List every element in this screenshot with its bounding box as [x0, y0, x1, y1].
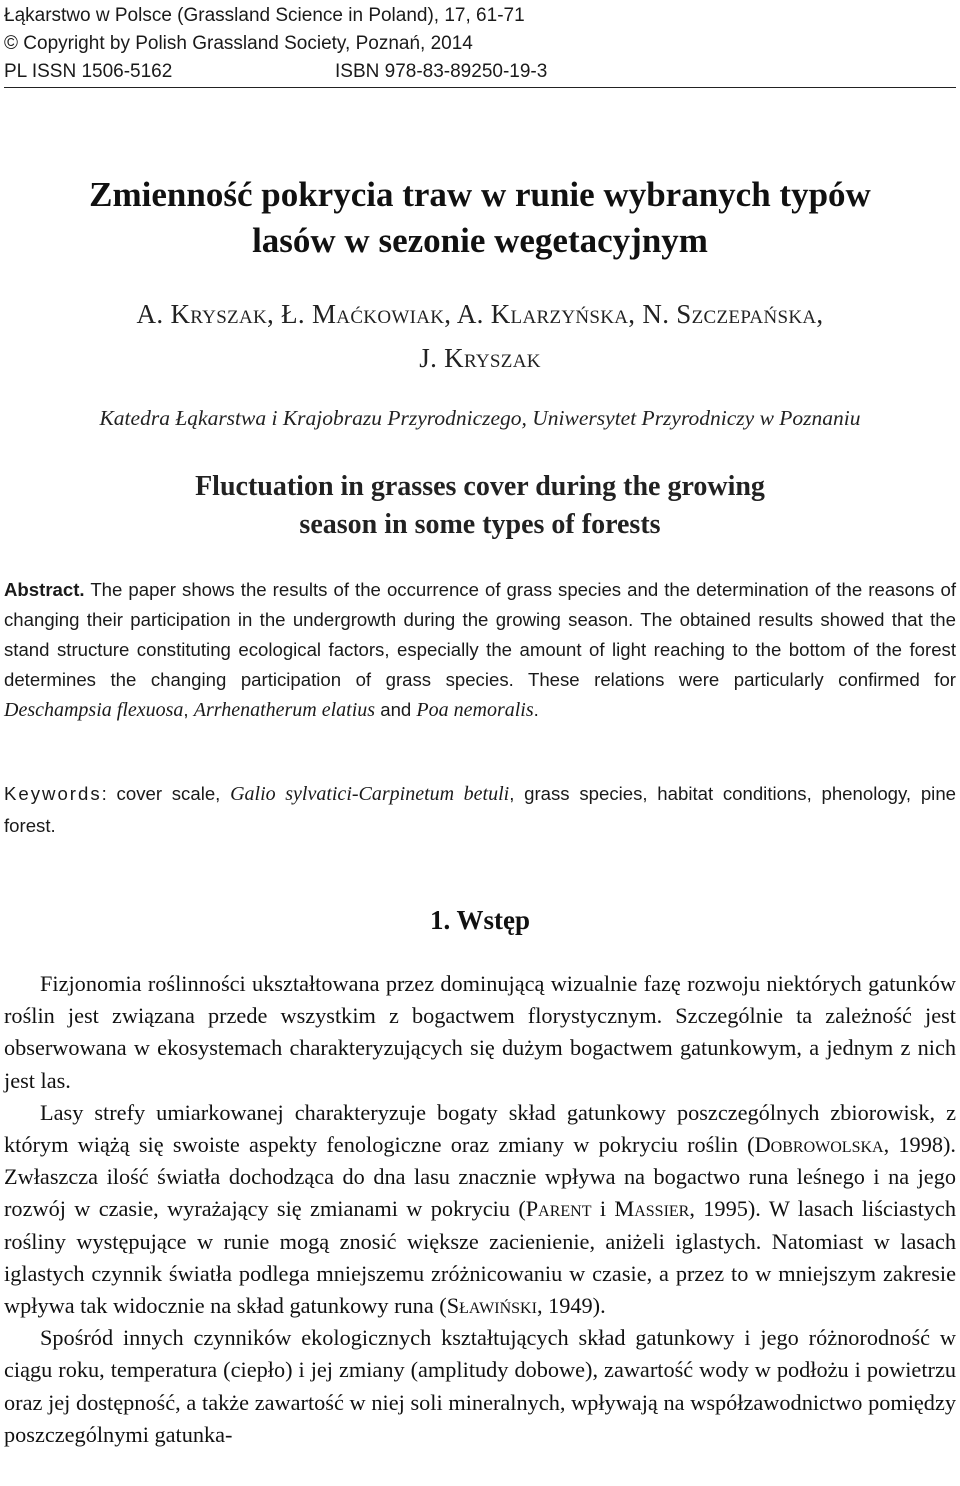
- abstract-separator: and: [375, 699, 417, 720]
- authors: [0, 292, 960, 380]
- abstract-separator: ,: [183, 699, 194, 720]
- citation-author: Parent: [525, 1196, 592, 1222]
- body-text: [4, 968, 956, 1451]
- abstract-label: Abstract.: [4, 579, 85, 600]
- keywords-label: Keywords: [4, 783, 102, 804]
- citation-author: Dobrowolska: [754, 1132, 884, 1158]
- paragraph: Spośród innych czynników ekologicznych kształtujących skład gatunkowy i jego różnorodność w ciągu roku, temperatura (ciepło) i jej zmiany (amplitudy dobowe), zawartość wody w podłożu i powietrzu oraz jej dostępność, a także zawartość w niej soli mineralnych, wpływają na współzawodnictwo pomiędzy poszczególnymi gatunka-: [4, 1325, 956, 1447]
- citation-author: Sławiński: [446, 1293, 537, 1319]
- title-english: [0, 468, 960, 544]
- header-rule: [4, 87, 956, 88]
- species-name: Poa nemoralis: [416, 699, 534, 721]
- paragraph: [4, 1097, 956, 1322]
- title-polish: [0, 172, 960, 264]
- species-name: Deschampsia flexuosa: [4, 699, 184, 721]
- paragraph: Fizjonomia roślinności ukształtowana przez dominującą wizualnie fazę rozwoju niektórych gatunków roślin jest związana przede wszystkim z bogactwem florystycznym. Szczególnie ta zależność jest obserwowana w ekosystemach charakteryzujących się dużym bogactwem gatunkowym, a jednym z nich jest las.: [4, 971, 956, 1093]
- text-run: , 1998). Zwłaszcza ilość światła dochodząca do dna lasu znacznie wpływa na bogactwo runa leśnego i na jego rozwój w czasie, wyrażający się zmianami w pokryciu (: [4, 1132, 956, 1222]
- journal-header: [4, 2, 956, 86]
- title-polish-line-2: lasów w sezonie wegetacyjnym: [252, 221, 708, 260]
- title-english-line-2: season in some types of forests: [299, 509, 661, 540]
- abstract-end: .: [533, 699, 539, 720]
- title-polish-line-1: Zmienność pokrycia traw w runie wybranych typów: [89, 175, 871, 214]
- journal-citation: Łąkarstwo w Polsce (Grassland Science in Poland), 17, 61-71: [4, 5, 525, 26]
- text-run: Lasy strefy umiarkowanej charakteryzuje bogaty skład gatunkowy poszczególnych zbiorowisk, z którym wiążą się swoiste aspekty fenologiczne oraz zmiany w pokryciu roślin (: [4, 1099, 956, 1158]
- keywords-text: : cover scale,: [101, 783, 231, 804]
- title-english-line-1: Fluctuation in grasses cover during the growing: [195, 471, 765, 502]
- authors-line-2: J. Kryszak: [419, 343, 541, 373]
- keywords-text: , grass species, habitat conditions, phenology, pine forest.: [4, 783, 956, 836]
- text-run: , 1995). W lasach liściastych rośliny występujące w runie mogą znosić większe zacienienie, aniżeli iglastych. Natomiast w lasach iglastych czynnik światła podlega mniejszemu zróżnicowaniu w czasie, a przez to w mniejszym zakresie wpływa tak widocznie na skład gatunkowy runa (: [4, 1196, 956, 1319]
- authors-line-1: A. Kryszak, Ł. Maćkowiak, A. Klarzyńska, N. Szczepańska,: [136, 299, 824, 329]
- text-run: i: [591, 1196, 615, 1222]
- section-heading: 1. Wstęp: [429, 905, 530, 935]
- abstract: [4, 575, 956, 725]
- issn: PL ISSN 1506-5162: [4, 61, 173, 82]
- keywords: [4, 778, 956, 841]
- citation-author: Massier: [614, 1196, 690, 1222]
- copyright-line: © Copyright by Polish Grassland Society, Poznań, 2014: [4, 33, 473, 54]
- isbn: ISBN 978-83-89250-19-3: [335, 61, 548, 82]
- text-run: , 1949).: [536, 1293, 606, 1319]
- keyword-association: Galio sylvatici-Carpinetum betuli: [230, 783, 510, 805]
- affiliation: Katedra Łąkarstwa i Krajobrazu Przyrodniczego, Uniwersytet Przyrodniczy w Poznaniu: [99, 406, 861, 430]
- species-name: Arrhenatherum elatius: [193, 699, 376, 721]
- issn-isbn-row: [4, 58, 956, 86]
- abstract-text: The paper shows the results of the occurrence of grass species and the determination of the reasons of changing their participation in the undergrowth during the growing season. The obtained results showed that the stand structure constituting ecological factors, especially the amount of light reaching to the bottom of the forest determines the changing participation of grass species. These relations were particularly confirmed for: [4, 579, 956, 690]
